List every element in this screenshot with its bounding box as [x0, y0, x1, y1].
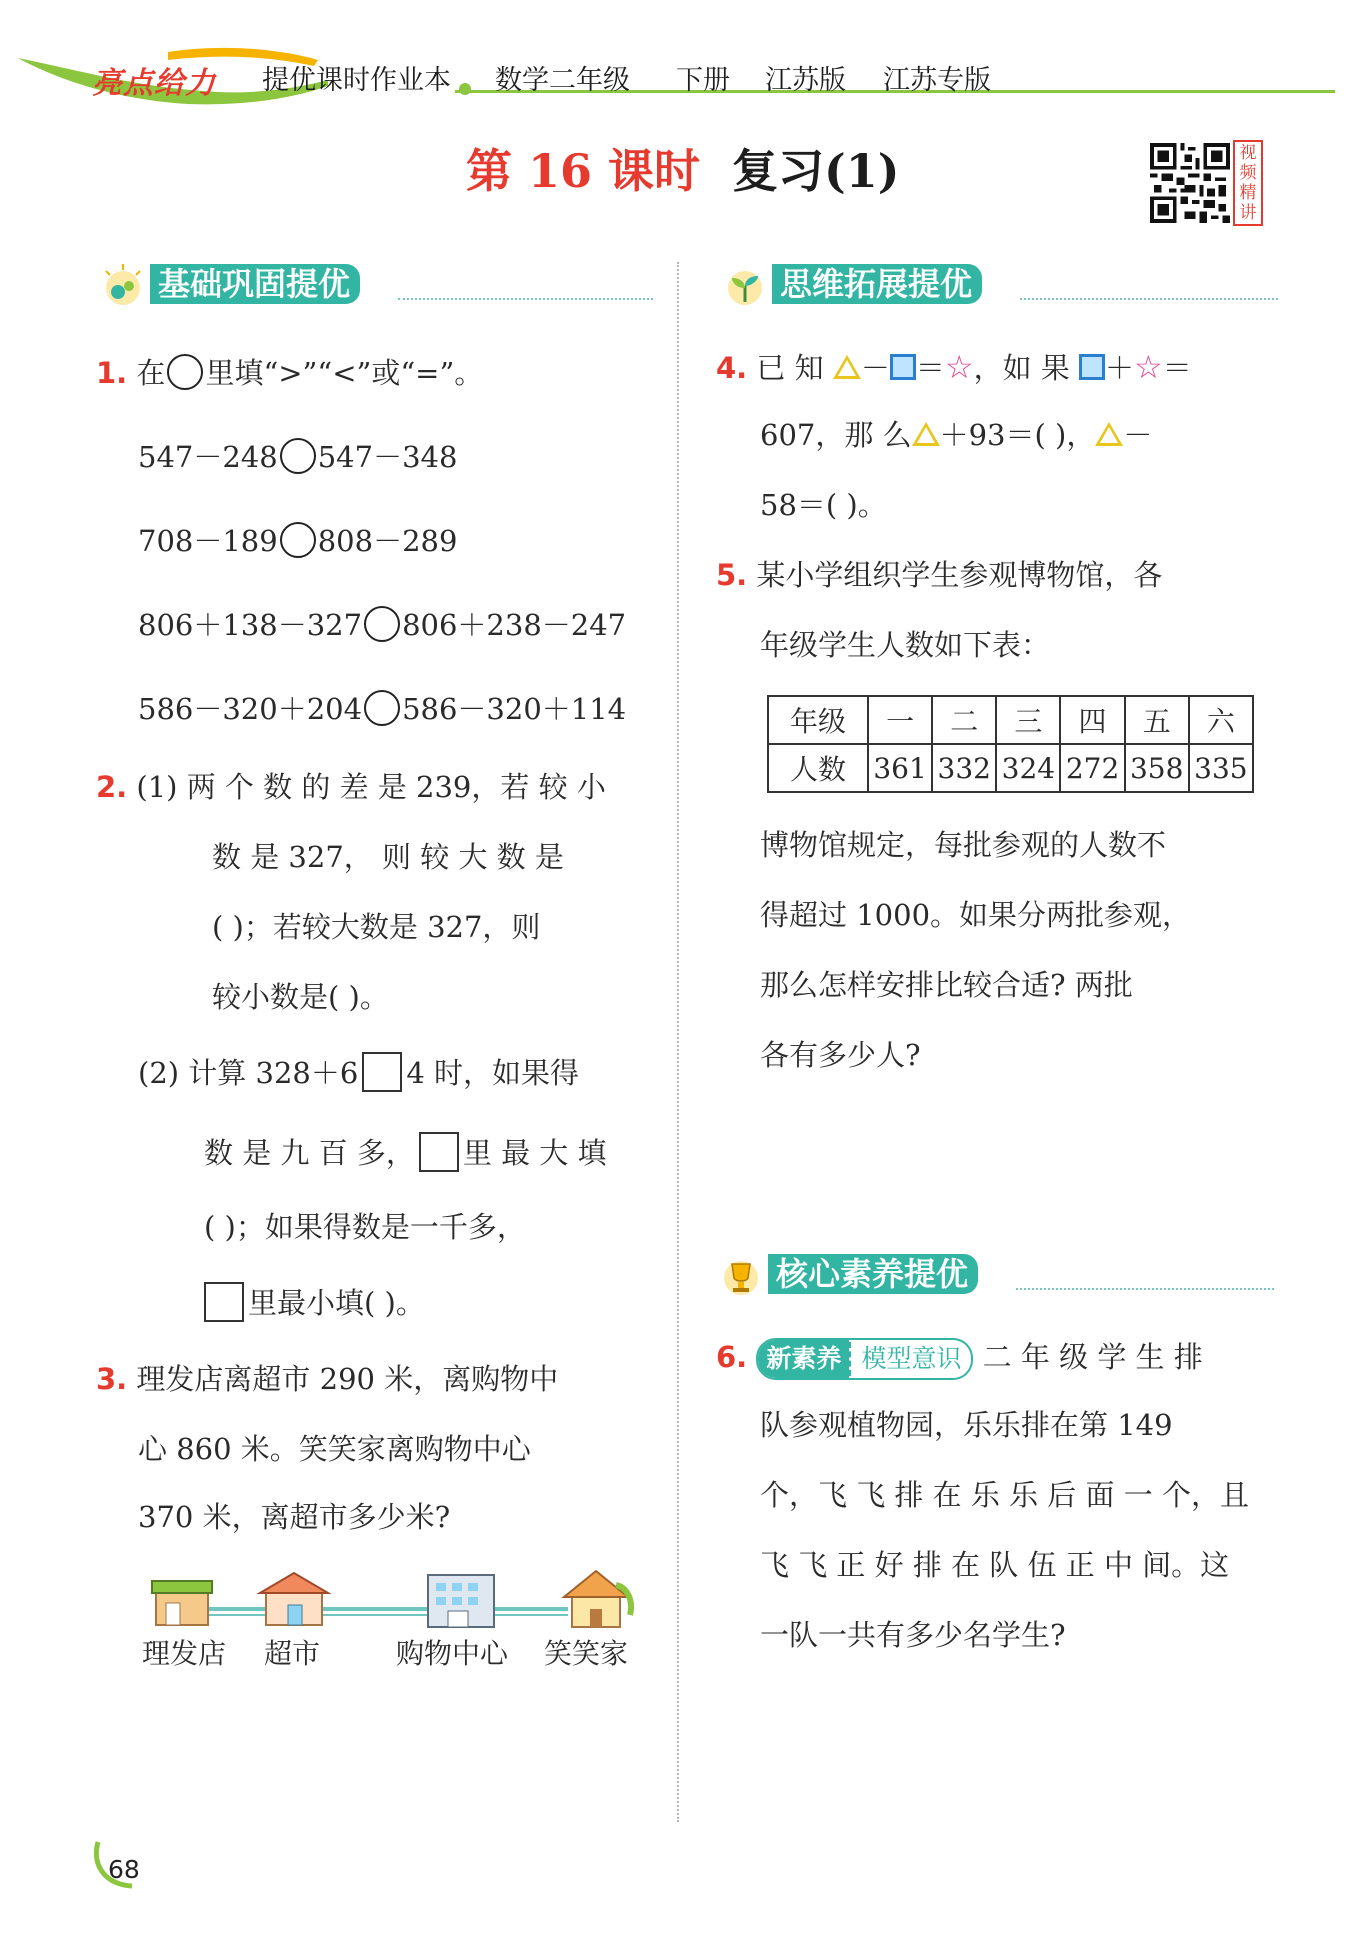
q4-text: 58＝( )。 — [760, 488, 887, 522]
expr-left: 806＋138－327 — [138, 608, 363, 642]
q4-text: ，如 果 — [973, 351, 1070, 385]
question-number: 5. — [716, 558, 748, 592]
q6-text: 飞 飞 正 好 排 在 队 伍 正 中 间。这 — [760, 1548, 1230, 1582]
compare-circle-input[interactable] — [364, 690, 400, 726]
compare-circle-input[interactable] — [364, 606, 400, 642]
table-cell: 358 — [1125, 744, 1189, 792]
q2-text: 数 是 九 百 多， — [204, 1136, 415, 1170]
q1-row — [138, 692, 626, 729]
column-divider — [677, 262, 679, 1822]
q5-text: 年级学生人数如下表： — [760, 628, 1051, 662]
label-shopping-center: 购物中心 — [396, 1637, 509, 1670]
section-basic-title: 基础巩固提优 — [150, 264, 360, 304]
expr-left: 586－320＋204 — [138, 692, 363, 726]
expr-right: 586－320＋114 — [402, 692, 627, 726]
q3-text: 370 米，离超市多少米? — [138, 1500, 451, 1534]
table-header-cell: 三 — [996, 696, 1060, 744]
digit-box — [419, 1132, 459, 1172]
page-number: 68 — [108, 1855, 140, 1884]
sun-gear-icon — [98, 262, 148, 308]
tag-new-literacy: 新素养 — [758, 1340, 849, 1378]
video-explanation-label — [1233, 140, 1263, 226]
label-barbershop: 理发店 — [142, 1637, 227, 1670]
compare-circle-input[interactable] — [280, 522, 316, 558]
route-illustration — [148, 1565, 640, 1635]
q5-text: 那么怎样安排比较合适? 两批 — [760, 968, 1133, 1002]
section-extend-title: 思维拓展提优 — [772, 264, 982, 304]
q2-line — [200, 1285, 425, 1325]
table-cell: 272 — [1060, 744, 1124, 792]
house-icon — [564, 1571, 631, 1627]
q2-text: ( )；如果得数是一千多， — [204, 1210, 526, 1244]
qr-side-char: 视 — [1239, 143, 1257, 163]
q5-text: 博物馆规定，每批参观的人数不 — [760, 828, 1167, 862]
star-icon: ☆ — [1134, 348, 1163, 386]
section-core-title: 核心素养提优 — [768, 1254, 978, 1294]
q1-row — [138, 608, 626, 645]
label-xiaoxiao-home: 笑笑家 — [544, 1637, 629, 1670]
q2-text: 数 是 327， 则 较 大 数 是 — [212, 840, 564, 874]
expr-right: 808－289 — [317, 524, 458, 558]
q2-line — [204, 1135, 607, 1175]
trophy-icon — [716, 1252, 766, 1298]
q4-text: 607，那 么 — [760, 418, 912, 452]
table-cell: 人数 — [768, 744, 868, 792]
table-cell: 332 — [932, 744, 996, 792]
digit-box — [204, 1282, 244, 1322]
digit-box-input[interactable] — [362, 1052, 402, 1092]
lesson-title: 复习(1) — [732, 144, 900, 198]
q1-prompt — [96, 356, 483, 393]
table-cell: 335 — [1189, 744, 1253, 792]
q4-line: 607，那 么 ＋93＝( )， － — [760, 418, 1153, 452]
table-cell: 324 — [996, 744, 1060, 792]
q6-text: 二 年 级 学 生 排 — [982, 1340, 1203, 1374]
q1-prompt-a: 在 — [136, 356, 166, 390]
brand-logo-text: 亮点给力 — [92, 66, 216, 101]
q2-text: ( )；若较大数是 327，则 — [212, 910, 541, 944]
square-icon — [1079, 354, 1105, 380]
q2-text: 4 时，如果得 — [406, 1056, 579, 1090]
triangle-icon — [912, 422, 940, 446]
table-header-cell: 年级 — [768, 696, 868, 744]
edition: 江苏版 — [765, 65, 846, 96]
table-header-cell: 一 — [868, 696, 932, 744]
q3-line — [96, 1362, 558, 1396]
section-basic-header — [98, 262, 658, 306]
literacy-tag — [756, 1338, 973, 1380]
dotted-rule — [1020, 298, 1278, 300]
q1-prompt-b: 里填“>”“<”或“=”。 — [205, 356, 484, 390]
label-supermarket: 超市 — [264, 1637, 321, 1670]
q5-line — [716, 558, 1162, 592]
qr-code-icon[interactable] — [1150, 140, 1230, 226]
q6-text: 个，飞 飞 排 在 乐 乐 后 面 一 个，且 — [760, 1478, 1249, 1512]
sprout-icon — [720, 262, 770, 308]
q3-text: 心 860 米。笑笑家离购物中心 — [138, 1432, 531, 1466]
q2-text: 里 最 大 填 — [462, 1136, 607, 1170]
section-core-header — [716, 1252, 1276, 1296]
volume: 下册 — [676, 65, 730, 96]
qr-side-char: 频 — [1239, 163, 1257, 183]
supermarket-icon — [260, 1573, 328, 1625]
table-header-cell: 六 — [1189, 696, 1253, 744]
section-extend-header — [720, 262, 1280, 306]
question-number: 6. — [716, 1340, 748, 1374]
q3-text: 理发店离超市 290 米，离购物中 — [136, 1362, 559, 1396]
expr-left: 708－189 — [138, 524, 278, 558]
q2-text: (1) 两 个 数 的 差 是 239，若 较 小 — [136, 770, 606, 804]
barbershop-icon — [152, 1581, 212, 1625]
qr-side-char: 精 — [1239, 183, 1257, 203]
table-header-cell: 二 — [932, 696, 996, 744]
tag-model-awareness: 模型意识 — [849, 1342, 971, 1376]
square-icon — [890, 354, 916, 380]
question-number: 2. — [96, 770, 128, 804]
q2-text: 较小数是( )。 — [212, 980, 389, 1014]
q4-line: 4. 已 知 － ＝☆，如 果 ＋☆＝ — [716, 348, 1192, 386]
compare-circle-input[interactable] — [280, 438, 316, 474]
table-header-cell: 四 — [1060, 696, 1124, 744]
subject-grade: 数学二年级 — [495, 65, 630, 96]
expr-right: 806＋238－247 — [402, 608, 627, 642]
q5-text: 得超过 1000。如果分两批参观， — [760, 898, 1192, 932]
triangle-icon — [1095, 422, 1123, 446]
grade-count-table — [767, 695, 1254, 793]
q5-text: 某小学组织学生参观博物馆，各 — [756, 558, 1163, 592]
q4-text: ＋93＝( )， — [939, 418, 1096, 452]
shopping-center-icon — [428, 1575, 494, 1627]
q1-row — [138, 524, 457, 561]
question-number: 4. — [716, 351, 748, 385]
q2-line — [138, 1055, 579, 1095]
q5-text: 各有多少人? — [760, 1038, 921, 1072]
question-number: 1. — [96, 356, 128, 390]
star-icon: ☆ — [944, 348, 974, 386]
series-name: 提优课时作业本 — [262, 65, 451, 96]
q6-text: 一队一共有多少名学生? — [760, 1618, 1066, 1652]
table-row — [768, 696, 1253, 744]
table-header-cell: 五 — [1125, 696, 1189, 744]
q2-text: (2) 计算 328＋6 — [138, 1056, 359, 1090]
q2-text: 里最小填( )。 — [248, 1286, 425, 1320]
q4-text: 已 知 — [756, 351, 824, 385]
expr-right: 547－348 — [317, 440, 458, 474]
q1-row — [138, 440, 457, 477]
triangle-icon — [833, 355, 861, 379]
dotted-rule — [398, 298, 653, 300]
dotted-rule — [1016, 1288, 1274, 1290]
question-number: 3. — [96, 1362, 128, 1396]
qr-side-char: 讲 — [1239, 203, 1257, 223]
circle-blank — [167, 354, 203, 390]
table-cell: 361 — [868, 744, 932, 792]
expr-left: 547－248 — [138, 440, 278, 474]
q6-text: 队参观植物园，乐乐排在第 149 — [760, 1408, 1173, 1442]
q6-line — [716, 1338, 1203, 1380]
region-edition: 江苏专版 — [883, 65, 991, 96]
lesson-number: 第 16 课时 — [466, 144, 701, 198]
q2-line — [96, 770, 606, 804]
table-row — [768, 744, 1253, 792]
header-dot — [459, 83, 471, 95]
